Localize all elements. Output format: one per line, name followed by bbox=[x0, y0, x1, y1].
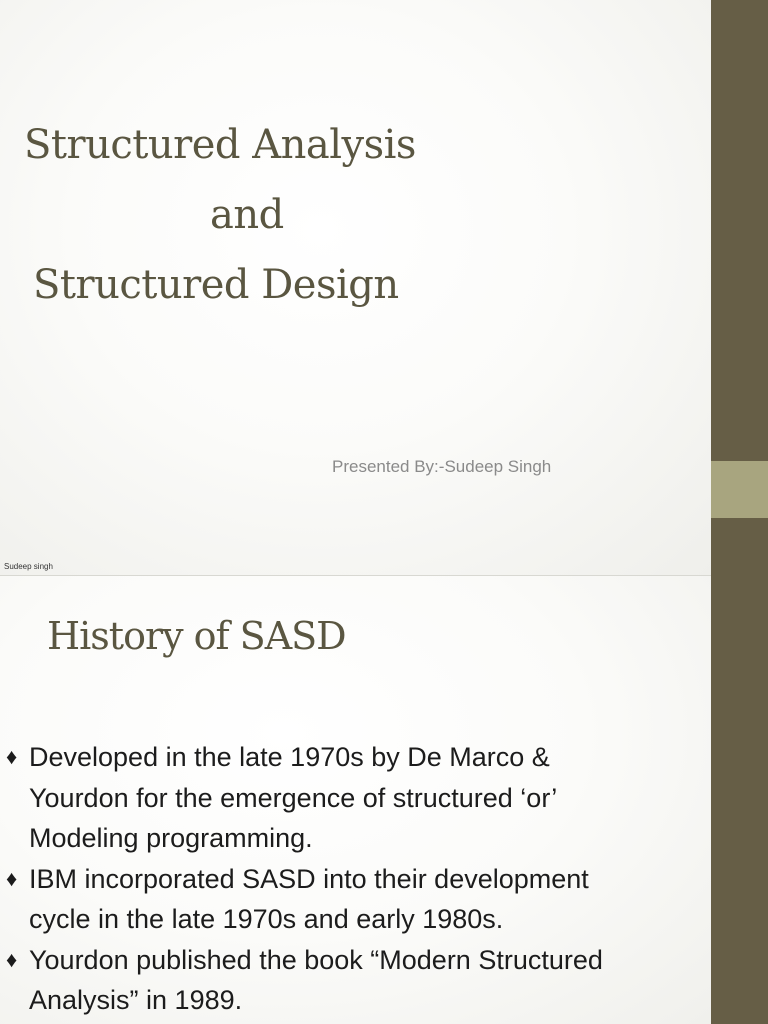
bullet-item-1 bbox=[6, 737, 711, 859]
slide-heading: History of SASD bbox=[47, 614, 346, 658]
bullet-list bbox=[6, 737, 711, 1021]
bullet-item-3 bbox=[6, 940, 711, 1021]
slide-footer: Sudeep singh bbox=[4, 562, 53, 571]
bullet-line: Yourdon for the emergence of structured ‘or’ bbox=[29, 782, 558, 813]
slide-title-line-3: Structured Design bbox=[33, 262, 399, 308]
diamond-bullet-icon: ♦ bbox=[6, 946, 18, 972]
presenter-text: Presented By:-Sudeep Singh bbox=[332, 457, 552, 476]
bullet-line: cycle in the late 1970s and early 1980s. bbox=[29, 904, 504, 934]
slide-title-line-2: and bbox=[210, 192, 284, 238]
bullet-line: Modeling programming. bbox=[29, 823, 313, 853]
slide-title-line-1: Structured Analysis bbox=[24, 122, 416, 168]
bullet-line: IBM incorporated SASD into their development bbox=[29, 863, 589, 894]
diamond-bullet-icon: ♦ bbox=[6, 865, 18, 891]
bullet-line: Yourdon published the book “Modern Structured bbox=[29, 944, 603, 975]
history-slide bbox=[0, 576, 711, 1024]
bullet-line: Analysis” in 1989. bbox=[29, 985, 243, 1015]
bullet-item-2 bbox=[6, 859, 711, 940]
bullet-line: Developed in the late 1970s by De Marco & bbox=[29, 742, 550, 772]
diamond-bullet-icon: ♦ bbox=[6, 744, 18, 769]
sidebar-accent-block bbox=[711, 461, 768, 518]
